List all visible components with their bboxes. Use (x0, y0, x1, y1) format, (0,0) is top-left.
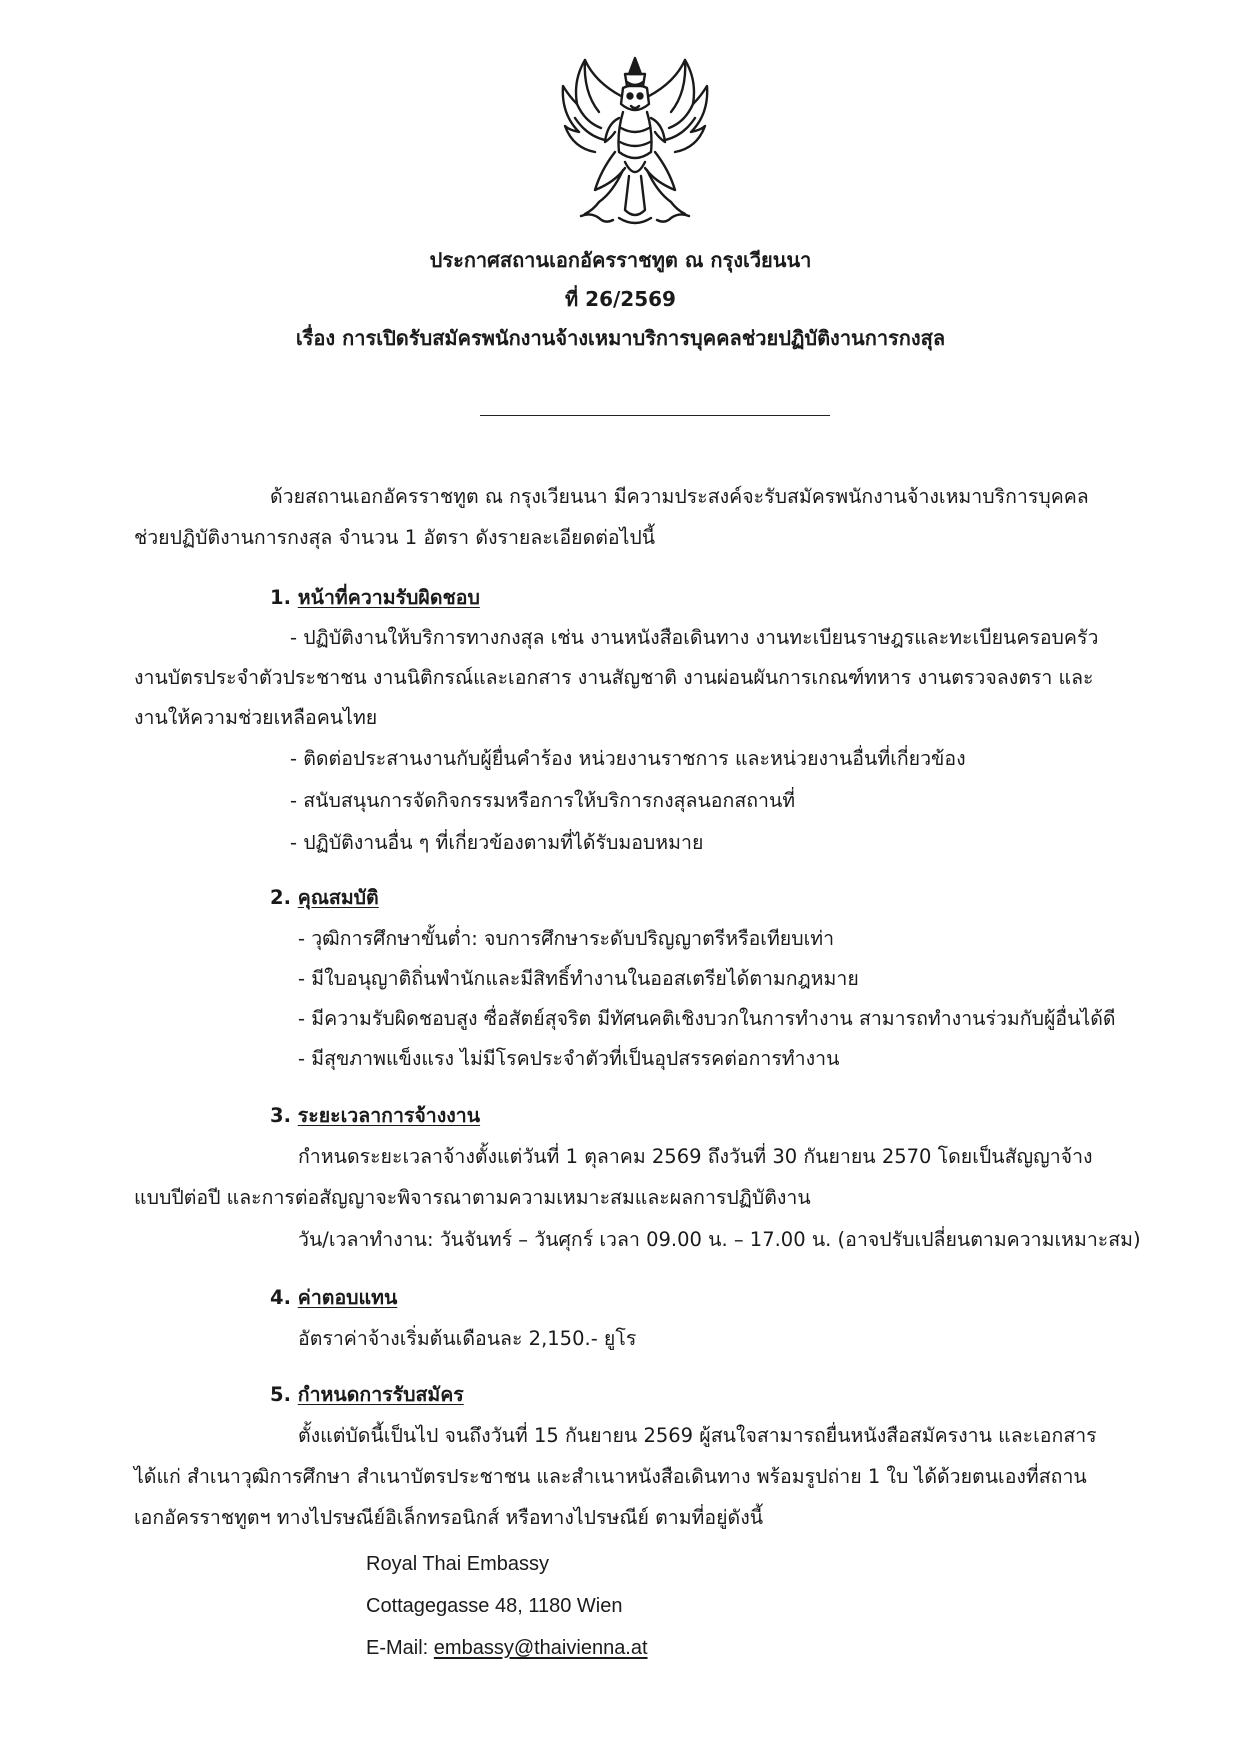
section-title: กำหนดการรับสมัคร (297, 1383, 464, 1406)
embassy-street-address: Cottagegasse 48, 1180 Wien (366, 1595, 623, 1617)
intro-line: ช่วยปฏิบัติงานการกงสุล จำนวน 1 อัตรา ดังรายละเอียดต่อไปนี้ (134, 526, 656, 549)
announcement-title: ประกาศสถานเอกอัครราชทูต ณ กรุงเวียนนา (429, 248, 812, 272)
section-title: คุณสมบัติ (297, 886, 379, 909)
list-item: - มีความรับผิดชอบสูง ซื่อสัตย์สุจริต มีทัศนคติเชิงบวกในการทำงาน สามารถทำงานร่วมกับผู้อื่นได้ดี (298, 1007, 1116, 1030)
embassy-email (366, 1637, 648, 1660)
paragraph-line: วัน/เวลาทำงาน: วันจันทร์ – วันศุกร์ เวลา 09.00 น. – 17.00 น. (อาจปรับเปลี่ยนตามความเหมาะสม) (298, 1228, 1141, 1251)
paragraph-line: แบบปีต่อปี และการต่อสัญญาจะพิจารณาตามความเหมาะสมและผลการปฏิบัติงาน (134, 1186, 811, 1209)
section-number: 5. (270, 1383, 291, 1406)
section-number: 3. (270, 1104, 291, 1127)
section-heading-employment-period (270, 1105, 480, 1126)
list-item-continuation: งานบัตรประจำตัวประชาชน งานนิติกรณ์และเอกสาร งานสัญชาติ งานผ่อนผันการเกณฑ์ทหาร งานตรวจลงตรา และ (134, 666, 1094, 689)
list-item: - มีสุขภาพแข็งแรง ไม่มีโรคประจำตัวที่เป็นอุปสรรคต่อการทำงาน (298, 1047, 840, 1070)
paragraph-line: ตั้งแต่บัดนี้เป็นไป จนถึงวันที่ 15 กันยายน 2569 ผู้สนใจสามารถยื่นหนังสือสมัครงาน และเอกสาร (298, 1424, 1097, 1447)
email-label: E-Mail: (366, 1637, 434, 1659)
list-item: - ปฏิบัติงานให้บริการทางกงสุล เช่น งานหนังสือเดินทาง งานทะเบียนราษฎรและทะเบียนครอบครัว (290, 626, 1099, 649)
list-item: - ปฏิบัติงานอื่น ๆ ที่เกี่ยวข้องตามที่ได้รับมอบหมาย (290, 831, 704, 854)
section-number: 2. (270, 886, 291, 909)
section-number: 1. (270, 586, 291, 609)
intro-line: ด้วยสถานเอกอัครราชทูต ณ กรุงเวียนนา มีความประสงค์จะรับสมัครพนักงานจ้างเหมาบริการบุคคล (270, 485, 1089, 508)
garuda-emblem-icon (555, 52, 715, 230)
section-heading-duties (270, 587, 480, 608)
section-title: ค่าตอบแทน (297, 1286, 398, 1309)
list-item-continuation: งานให้ความช่วยเหลือคนไทย (134, 706, 378, 729)
paragraph-line: เอกอัครราชทูตฯ ทางไปรษณีย์อิเล็กทรอนิกส์ หรือทางไปรษณีย์ ตามที่อยู่ดังนี้ (134, 1506, 764, 1529)
list-item: - มีใบอนุญาติถิ่นพำนักและมีสิทธิ์ทำงานในออสเตรียได้ตามกฎหมาย (298, 967, 859, 990)
list-item: - วุฒิการศึกษาขั้นต่ำ: จบการศึกษาระดับปริญญาตรีหรือเทียบเท่า (298, 927, 835, 950)
embassy-name: Royal Thai Embassy (366, 1553, 550, 1575)
announcement-subject: เรื่อง การเปิดรับสมัครพนักงานจ้างเหมาบริการบุคคลช่วยปฏิบัติงานการกงสุล (295, 326, 946, 350)
section-heading-qualifications (270, 887, 379, 908)
email-link[interactable]: embassy@thaivienna.at (433, 1637, 648, 1659)
section-title: ระยะเวลาการจ้างงาน (297, 1104, 481, 1127)
list-item: - สนับสนุนการจัดกิจกรรมหรือการให้บริการกงสุลนอกสถานที่ (290, 789, 796, 812)
paragraph-line: ได้แก่ สำเนาวุฒิการศึกษา สำเนาบัตรประชาชน และสำเนาหนังสือเดินทาง พร้อมรูปถ่าย 1 ใบ ได้ด้วยตนเองที่สถาน (134, 1465, 1087, 1488)
section-title: หน้าที่ความรับผิดชอบ (297, 586, 480, 609)
section-heading-compensation (270, 1287, 397, 1308)
list-item: - ติดต่อประสานงานกับผู้ยื่นคำร้อง หน่วยงานราชการ และหน่วยงานอื่นที่เกี่ยวข้อง (290, 747, 966, 770)
paragraph-line: กำหนดระยะเวลาจ้างตั้งแต่วันที่ 1 ตุลาคม 2569 ถึงวันที่ 30 กันยายน 2570 โดยเป็นสัญญาจ้าง (298, 1145, 1093, 1168)
section-number: 4. (270, 1286, 291, 1309)
paragraph-line: อัตราค่าจ้างเริ่มต้นเดือนละ 2,150.- ยูโร (298, 1327, 637, 1350)
announcement-number: ที่ 26/2569 (565, 287, 676, 311)
header-divider (480, 415, 830, 416)
section-heading-application-schedule (270, 1384, 464, 1405)
